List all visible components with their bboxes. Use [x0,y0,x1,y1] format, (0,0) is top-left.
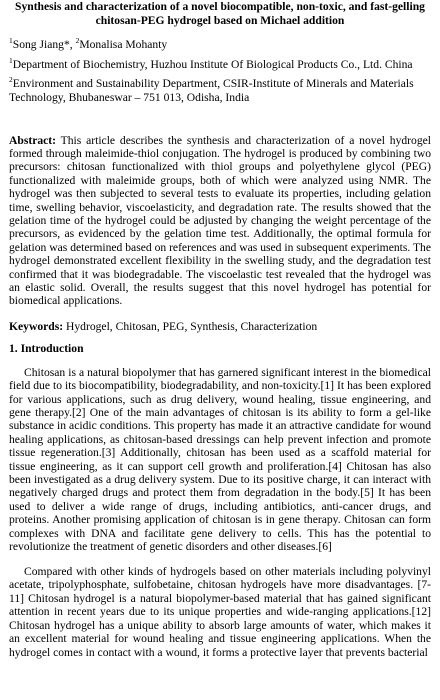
abstract-text: This article describes the synthesis and characterization of a novel hydrogel formed through maleimide-thiol conjugation. The hydrogel is produced by combining two precursors: chitosan functionalized with thiol groups and polyethylene glycol (PEG) functionalized with maleimide groups, both of which were analyzed using NMR. The hydrogel was then subjected to several tests to evaluate its properties, including gelation time, swelling behavior, viscoelasticity, and degradation rate. The results showed that the gelation time of the hydrogel could be adjusted by changing the weight percentage of the precursors, as evidenced by the gelation time test. Additionally, the optimal formula for gelation was determined based on references and was used in subsequent experiments. The hydrogel demonstrated excellent flexibility in the swelling study, and the degradation test confirmed that it was biodegradable. The viscoelastic test revealed that the hydrogel was an elastic solid. Overall, the results suggest that this novel hydrogel has potential for biomedical applications. [9,133,431,308]
affiliation-2-text: Environment and Sustainability Department, CSIR-Institute of Minerals and Materials Technology, Bhubaneswar – 751 013, Odisha, India [9,76,414,104]
author-line [9,38,431,52]
author-2-number: 2 [75,36,80,46]
affiliation-2 [9,74,431,106]
body-paragraph-2: Compared with other kinds of hydrogels based on other materials including polyvinyl acetate, tripolyphosphate, sulfobetaine, chitosan hydrogels have more disadvantages. [7-11] Chitosan hydrogel is a natural biopolymer-based material that has gained significant attention in recent years due to its unique properties and wide-ranging applications.[12] Chitosan hydrogel has a unique ability to absorb large amounts of water, which makes it an excellent material for wound healing and tissue engineering applications. When the hydrogel comes in contact with a wound, it forms a protective layer that prevents bacterial [9,565,431,659]
affiliation-1-text: Department of Biochemistry, Huzhou Institute Of Biological Products Co., Ltd. China [12,58,413,71]
section-heading-introduction: 1. Introduction [9,341,84,355]
author-1-number: 1 [9,36,13,46]
abstract-label: Abstract: [9,133,57,147]
affiliation-1 [9,58,431,73]
affiliation-1-number: 1 [9,56,13,66]
author-2-name: Monalisa Mohanty [79,38,168,51]
keywords-text: Hydrogel, Chitosan, PEG, Synthesis, Characterization [63,319,318,333]
keywords [9,320,431,334]
abstract [9,134,431,308]
paper-title: Synthesis and characterization of a novel biocompatible, non-toxic, and fast-gelling chitosan-PEG hydrogel based on Michael addition [15,0,425,27]
author-1-name: Song Jiang*, [12,38,76,51]
body-paragraph-1: Chitosan is a natural biopolymer that has garnered significant interest in the biomedical field due to its biocompatibility, biodegradability, and non-toxicity.[1] It has been explored for various applications, such as drug delivery, wound healing, tissue engineering, and gene therapy.[2] One of the main advantages of chitosan is its ability to form a gel-like substance in acidic conditions. This property has made it an attractive candidate for wound healing applications, as chitosan-based dressings can help prevent infection and promote tissue regeneration.[3] Additionally, chitosan has been used as a scaffold material for tissue engineering, as it can support cell growth and proliferation.[4] Chitosan has also been investigated as a drug delivery system. Due to its positive charge, it can interact with negatively charged drugs and protect them from degradation in the body.[5] It has been used to deliver a wide range of drugs, including antibiotics, anti-cancer drugs, and proteins. Another promising application of chitosan is in gene therapy. Chitosan can form complexes with DNA and facilitate gene delivery to cells. This has the potential to revolutionize the treatment of genetic disorders and other diseases.[6] [9,365,431,554]
affiliation-2-number: 2 [9,74,13,84]
keywords-label: Keywords: [9,319,64,333]
